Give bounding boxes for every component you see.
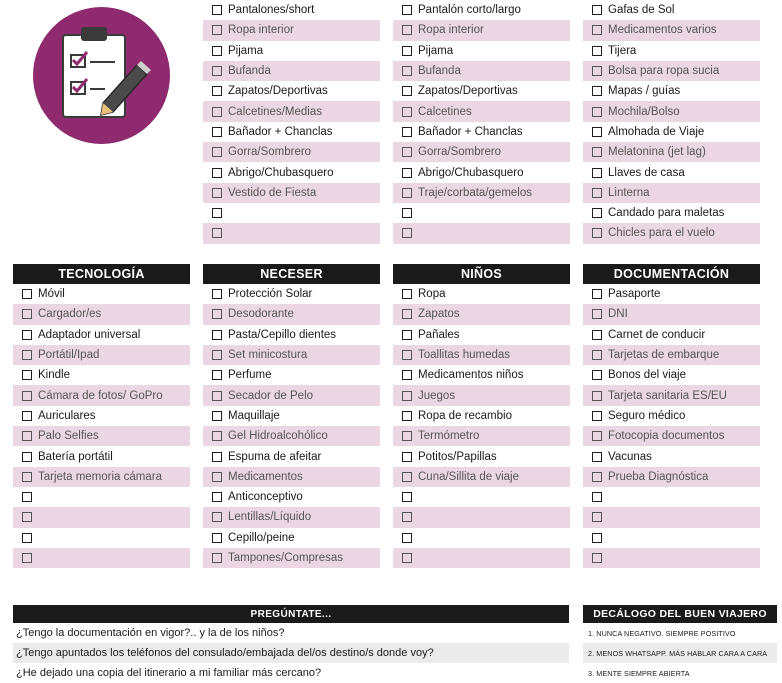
checklist-item-label: Portátil/Ipad xyxy=(38,349,100,362)
checkbox[interactable] xyxy=(22,350,32,360)
checkbox[interactable] xyxy=(402,330,412,340)
checklist-item-label: Cargador/es xyxy=(38,308,102,321)
checklist-item[interactable] xyxy=(583,223,760,243)
checkbox[interactable] xyxy=(592,431,602,441)
checklist-item-label: Candado para maletas xyxy=(608,207,725,220)
checkbox[interactable] xyxy=(592,66,602,76)
checklist-item[interactable] xyxy=(13,487,190,507)
checkbox[interactable] xyxy=(592,46,602,56)
checkbox[interactable] xyxy=(22,533,32,543)
checkbox[interactable] xyxy=(212,553,222,563)
checklist-column xyxy=(583,0,760,244)
checklist-item[interactable] xyxy=(583,507,760,527)
checkbox[interactable] xyxy=(212,289,222,299)
checklist-column xyxy=(203,264,380,568)
questions-title: PREGÚNTATE... xyxy=(13,605,569,623)
checklist-clipboard-icon xyxy=(33,7,170,144)
checklist-item-label: Vacunas xyxy=(608,450,652,463)
column-header: NIÑOS xyxy=(393,264,570,284)
checkbox[interactable] xyxy=(212,431,222,441)
decalogo-item: 3. MENTE SIEMPRE ABIERTA xyxy=(588,668,690,678)
checklist-item[interactable] xyxy=(393,142,570,162)
checklist-item-label: Pijama xyxy=(228,44,264,57)
column-header: NECESER xyxy=(203,264,380,284)
checklist-item-label: Medicamentos xyxy=(228,470,303,483)
checklist-item[interactable] xyxy=(583,203,760,223)
checklist-item-label: Zapatos xyxy=(418,308,460,321)
checklist-item-label: Bañador + Chanclas xyxy=(418,125,523,138)
checklist-item[interactable] xyxy=(13,446,190,466)
checklist-item[interactable] xyxy=(393,183,570,203)
checklist-item[interactable] xyxy=(203,162,380,182)
checkbox[interactable] xyxy=(402,208,412,218)
checkbox[interactable] xyxy=(402,86,412,96)
checklist-item[interactable] xyxy=(393,325,570,345)
checklist-item[interactable] xyxy=(393,81,570,101)
checklist-item[interactable] xyxy=(203,203,380,223)
checkbox[interactable] xyxy=(212,452,222,462)
checkbox[interactable] xyxy=(402,431,412,441)
checklist-item[interactable] xyxy=(393,385,570,405)
checklist-item[interactable] xyxy=(203,41,380,61)
checklist-item-label: Medicamentos niños xyxy=(418,369,524,382)
checklist-item[interactable] xyxy=(393,284,570,304)
checkbox[interactable] xyxy=(592,188,602,198)
checklist-item[interactable] xyxy=(203,467,380,487)
checkbox[interactable] xyxy=(402,168,412,178)
checklist-item-label: Abrigo/Chubasquero xyxy=(228,166,334,179)
checklist-item-label: Calcetines/Medias xyxy=(228,105,322,118)
checklist-item-label: Gorra/Sombrero xyxy=(418,146,502,159)
checklist-item[interactable] xyxy=(203,325,380,345)
checkbox[interactable] xyxy=(212,86,222,96)
checklist-item[interactable] xyxy=(583,528,760,548)
checkbox[interactable] xyxy=(402,127,412,137)
checklist-item[interactable] xyxy=(393,365,570,385)
checkbox[interactable] xyxy=(592,350,602,360)
checklist-item[interactable] xyxy=(13,406,190,426)
checklist-item[interactable] xyxy=(203,20,380,40)
checklist-item-label: Lentillas/Líquido xyxy=(228,511,312,524)
checkbox[interactable] xyxy=(592,512,602,522)
checkbox[interactable] xyxy=(22,289,32,299)
checkbox[interactable] xyxy=(402,512,412,522)
checkbox[interactable] xyxy=(592,411,602,421)
checklist-item-label: Mapas / guías xyxy=(608,85,681,98)
checklist-item[interactable] xyxy=(13,467,190,487)
checklist-item[interactable] xyxy=(203,223,380,243)
checklist-item[interactable] xyxy=(203,548,380,568)
checkbox[interactable] xyxy=(212,370,222,380)
checklist-item[interactable] xyxy=(583,183,760,203)
checkbox[interactable] xyxy=(402,492,412,502)
checkbox[interactable] xyxy=(592,25,602,35)
checklist-item-label: Anticonceptivo xyxy=(228,491,303,504)
checklist-item-label: Bañador + Chanclas xyxy=(228,125,333,138)
checklist-item-label: Tijera xyxy=(608,44,637,57)
checklist-item[interactable] xyxy=(13,284,190,304)
checklist-item-label: Juegos xyxy=(418,389,456,402)
checklist-item[interactable] xyxy=(203,61,380,81)
checklist-item-label: Medicamentos varios xyxy=(608,24,717,37)
question-item: ¿Tengo apuntados los teléfonos del consulado/embajada del/os destino/s donde voy? xyxy=(13,643,569,663)
checklist-item-label: Zapatos/Deportivas xyxy=(418,85,518,98)
checklist-item[interactable] xyxy=(393,426,570,446)
checklist-item[interactable] xyxy=(13,385,190,405)
checklist-item[interactable] xyxy=(13,365,190,385)
checklist-item-label: Perfume xyxy=(228,369,272,382)
checklist-item-label: Linterna xyxy=(608,186,650,199)
checkbox[interactable] xyxy=(402,391,412,401)
checklist-item[interactable] xyxy=(393,406,570,426)
checklist-item[interactable] xyxy=(13,345,190,365)
checklist-item[interactable] xyxy=(393,304,570,324)
checklist-item[interactable] xyxy=(203,345,380,365)
checkbox[interactable] xyxy=(22,472,32,482)
checklist-item[interactable] xyxy=(583,426,760,446)
checklist-item-label: Adaptador universal xyxy=(38,328,141,341)
checkbox[interactable] xyxy=(592,391,602,401)
checkbox[interactable] xyxy=(212,208,222,218)
checklist-item[interactable] xyxy=(583,284,760,304)
checklist-item-label: Pantalón corto/largo xyxy=(418,4,521,17)
checklist-item-label: DNI xyxy=(608,308,628,321)
checklist-item[interactable] xyxy=(393,223,570,243)
checklist-item-label: Gafas de Sol xyxy=(608,4,675,17)
checklist-item[interactable] xyxy=(583,142,760,162)
checklist-item-label: Pantalones/short xyxy=(228,4,315,17)
checklist-item-label: Calcetines xyxy=(418,105,472,118)
checklist-item-label: Seguro médico xyxy=(608,409,686,422)
checklist-item-label: Pijama xyxy=(418,44,454,57)
checklist-item-label: Tampones/Compresas xyxy=(228,552,344,564)
checkbox[interactable] xyxy=(592,127,602,137)
checklist-item-label: Ropa de recambio xyxy=(418,409,512,422)
checkbox[interactable] xyxy=(592,472,602,482)
checklist-item-label: Kindle xyxy=(38,369,70,382)
checklist-item-label: Pasta/Cepillo dientes xyxy=(228,328,337,341)
checklist-item-label: Pasaporte xyxy=(608,288,661,301)
checkbox[interactable] xyxy=(402,452,412,462)
checklist-item[interactable] xyxy=(393,41,570,61)
checkbox[interactable] xyxy=(212,512,222,522)
checklist-item[interactable] xyxy=(583,122,760,142)
checkbox[interactable] xyxy=(402,533,412,543)
checklist-item[interactable] xyxy=(393,446,570,466)
checklist-item[interactable] xyxy=(203,365,380,385)
checkbox[interactable] xyxy=(402,553,412,563)
checkbox[interactable] xyxy=(402,188,412,198)
checklist-item[interactable] xyxy=(203,507,380,527)
question-item: ¿Tengo la documentación en vigor?.. y la de los niños? xyxy=(16,627,285,639)
checklist-item[interactable] xyxy=(583,467,760,487)
column-header: DOCUMENTACIÓN xyxy=(583,264,760,284)
checkbox[interactable] xyxy=(402,309,412,319)
checkbox[interactable] xyxy=(22,411,32,421)
checklist-item-label: Cuna/Sillita de viaje xyxy=(418,470,520,483)
checkbox[interactable] xyxy=(22,512,32,522)
checklist-item[interactable] xyxy=(203,528,380,548)
decalogo-item: 2. MENOS WHATSAPP. MÁS HABLAR CARA A CARA xyxy=(583,643,777,663)
checkbox[interactable] xyxy=(592,492,602,502)
checkbox[interactable] xyxy=(402,107,412,117)
checklist-item[interactable] xyxy=(203,81,380,101)
decalogo-item: 1. NUNCA NEGATIVO. SIEMPRE POSITIVO xyxy=(588,628,736,638)
checklist-item-label: Bonos del viaje xyxy=(608,369,686,382)
checklist-item[interactable] xyxy=(583,406,760,426)
checklist-item[interactable] xyxy=(583,304,760,324)
checkbox[interactable] xyxy=(212,492,222,502)
checklist-item[interactable] xyxy=(393,203,570,223)
checklist-column xyxy=(393,0,570,244)
checkbox[interactable] xyxy=(592,330,602,340)
checkbox[interactable] xyxy=(592,370,602,380)
checkbox[interactable] xyxy=(592,228,602,238)
checklist-item-label: Gel Hidroalcohólico xyxy=(228,430,328,443)
checkbox[interactable] xyxy=(212,5,222,15)
checklist-item[interactable] xyxy=(583,548,760,568)
checklist-item-label: Bufanda xyxy=(418,65,461,78)
checklist-item[interactable] xyxy=(13,507,190,527)
checkbox[interactable] xyxy=(212,330,222,340)
checklist-item-label: Vestido de Fiesta xyxy=(228,186,317,199)
checkbox[interactable] xyxy=(402,147,412,157)
checklist-item-label: Potitos/Papillas xyxy=(418,450,497,463)
checkbox[interactable] xyxy=(592,208,602,218)
checkbox[interactable] xyxy=(402,66,412,76)
checklist-item[interactable] xyxy=(583,0,760,20)
checkbox[interactable] xyxy=(592,309,602,319)
checklist-item-label: Tarjeta sanitaria ES/EU xyxy=(608,389,727,402)
checkbox[interactable] xyxy=(592,452,602,462)
checkbox[interactable] xyxy=(212,391,222,401)
checklist-item[interactable] xyxy=(583,487,760,507)
checklist-item[interactable] xyxy=(203,304,380,324)
checklist-item[interactable] xyxy=(13,304,190,324)
checkbox[interactable] xyxy=(212,46,222,56)
checklist-item-label: Chicles para el vuelo xyxy=(608,227,715,240)
checklist-item[interactable] xyxy=(583,20,760,40)
checklist-item[interactable] xyxy=(583,61,760,81)
checklist-item[interactable] xyxy=(393,20,570,40)
checklist-item-label: Desodorante xyxy=(228,308,294,321)
checklist-item[interactable] xyxy=(583,385,760,405)
checklist-item[interactable] xyxy=(203,122,380,142)
checklist-item[interactable] xyxy=(13,325,190,345)
checklist-item[interactable] xyxy=(583,365,760,385)
checklist-item[interactable] xyxy=(583,81,760,101)
checklist-item[interactable] xyxy=(393,122,570,142)
checklist-item[interactable] xyxy=(583,345,760,365)
checkbox[interactable] xyxy=(22,492,32,502)
checklist-item-label: Tarjetas de embarque xyxy=(608,349,720,362)
checkbox[interactable] xyxy=(402,46,412,56)
checklist-item-label: Set minicostura xyxy=(228,349,308,362)
checklist-item[interactable] xyxy=(203,406,380,426)
checkbox[interactable] xyxy=(592,289,602,299)
checkbox[interactable] xyxy=(212,472,222,482)
checklist-column xyxy=(13,264,190,568)
decalogo-title: DECÁLOGO DEL BUEN VIAJERO xyxy=(583,605,777,623)
checklist-item[interactable] xyxy=(583,325,760,345)
checklist-item-label: Mochila/Bolso xyxy=(608,105,680,118)
checklist-item-label: Espuma de afeitar xyxy=(228,450,322,463)
checklist-column xyxy=(583,264,760,568)
checkbox[interactable] xyxy=(212,309,222,319)
checklist-item-label: Cepillo/peine xyxy=(228,531,295,544)
checklist-item-label: Palo Selfies xyxy=(38,430,99,443)
checklist-item[interactable] xyxy=(583,41,760,61)
checklist-item-label: Auriculares xyxy=(38,409,96,422)
checklist-item[interactable] xyxy=(203,284,380,304)
checklist-item-label: Bufanda xyxy=(228,65,271,78)
checkbox[interactable] xyxy=(22,309,32,319)
checklist-item-label: Llaves de casa xyxy=(608,166,685,179)
checkbox[interactable] xyxy=(212,107,222,117)
checkbox[interactable] xyxy=(212,127,222,137)
checklist-item-label: Cámara de fotos/ GoPro xyxy=(38,389,163,402)
checkbox[interactable] xyxy=(592,533,602,543)
checkbox[interactable] xyxy=(592,168,602,178)
checkbox[interactable] xyxy=(212,533,222,543)
checkbox[interactable] xyxy=(402,411,412,421)
checkbox[interactable] xyxy=(22,431,32,441)
checklist-item[interactable] xyxy=(203,487,380,507)
checkbox[interactable] xyxy=(402,5,412,15)
checkbox[interactable] xyxy=(402,228,412,238)
checklist-item-label: Traje/corbata/gemelos xyxy=(418,186,532,199)
checklist-item[interactable] xyxy=(13,548,190,568)
checkbox[interactable] xyxy=(212,228,222,238)
checkbox[interactable] xyxy=(592,553,602,563)
checklist-item[interactable] xyxy=(203,426,380,446)
checklist-logo xyxy=(33,7,170,144)
checklist-item[interactable] xyxy=(203,0,380,20)
checklist-item[interactable] xyxy=(203,446,380,466)
checkbox[interactable] xyxy=(22,391,32,401)
checklist-item[interactable] xyxy=(583,446,760,466)
checklist-item-label: Bolsa para ropa sucia xyxy=(608,65,720,78)
checklist-item-label: Tarjeta memoria cámara xyxy=(38,470,162,483)
checklist-item-label: Melatonina (jet lag) xyxy=(608,146,706,159)
checklist-item[interactable] xyxy=(583,162,760,182)
checklist-column xyxy=(393,264,570,568)
checklist-item-label: Batería portátil xyxy=(38,450,113,463)
checklist-item-label: Abrigo/Chubasquero xyxy=(418,166,524,179)
checkbox[interactable] xyxy=(212,66,222,76)
checklist-item-label: Fotocopia documentos xyxy=(608,430,725,443)
checklist-item-label: Gorra/Sombrero xyxy=(228,146,312,159)
checkbox[interactable] xyxy=(212,350,222,360)
checkbox[interactable] xyxy=(592,107,602,117)
checklist-item-label: Toallitas humedas xyxy=(418,349,511,362)
checklist-item[interactable] xyxy=(203,385,380,405)
checkbox[interactable] xyxy=(402,472,412,482)
checklist-item[interactable] xyxy=(393,487,570,507)
checkbox[interactable] xyxy=(22,370,32,380)
checklist-item-label: Almohada de Viaje xyxy=(608,125,705,138)
checkbox[interactable] xyxy=(592,86,602,96)
checkbox[interactable] xyxy=(212,147,222,157)
checklist-item[interactable] xyxy=(203,183,380,203)
checklist-item[interactable] xyxy=(203,101,380,121)
checklist-item[interactable] xyxy=(393,548,570,568)
checklist-item-label: Protección Solar xyxy=(228,288,313,301)
checkbox[interactable] xyxy=(22,553,32,563)
checklist-item-label: Ropa interior xyxy=(418,24,484,37)
checkbox[interactable] xyxy=(212,411,222,421)
checklist-item[interactable] xyxy=(393,162,570,182)
checkbox[interactable] xyxy=(212,188,222,198)
question-item: ¿He dejado una copia del itinerario a mi familiar más cercano? xyxy=(16,667,322,679)
checkbox[interactable] xyxy=(402,289,412,299)
checklist-column xyxy=(203,0,380,244)
checklist-item[interactable] xyxy=(393,345,570,365)
checkbox[interactable] xyxy=(402,25,412,35)
checklist-item[interactable] xyxy=(393,528,570,548)
checklist-item-label: Zapatos/Deportivas xyxy=(228,85,328,98)
checkbox[interactable] xyxy=(402,370,412,380)
checklist-item-label: Termómetro xyxy=(418,430,480,443)
checklist-item[interactable] xyxy=(393,0,570,20)
checklist-item-label: Secador de Pelo xyxy=(228,389,314,402)
column-header: TECNOLOGÍA xyxy=(13,264,190,284)
checklist-item[interactable] xyxy=(203,142,380,162)
checkbox[interactable] xyxy=(212,168,222,178)
checklist-item[interactable] xyxy=(583,101,760,121)
checkbox[interactable] xyxy=(402,350,412,360)
checklist-item-label: Ropa interior xyxy=(228,24,294,37)
checkbox[interactable] xyxy=(212,25,222,35)
checklist-item[interactable] xyxy=(393,61,570,81)
checkbox[interactable] xyxy=(22,330,32,340)
checkbox[interactable] xyxy=(592,5,602,15)
checklist-item-label: Móvil xyxy=(38,288,65,301)
checklist-item-label: Ropa xyxy=(418,288,446,301)
checklist-item-label: Prueba Diagnóstica xyxy=(608,470,709,483)
checklist-item[interactable] xyxy=(393,467,570,487)
checkbox[interactable] xyxy=(592,147,602,157)
checkbox[interactable] xyxy=(22,452,32,462)
checklist-item[interactable] xyxy=(393,507,570,527)
checklist-item-label: Maquillaje xyxy=(228,409,280,422)
checklist-item[interactable] xyxy=(13,528,190,548)
checklist-item-label: Pañales xyxy=(418,328,460,341)
checklist-item[interactable] xyxy=(393,101,570,121)
checklist-item-label: Carnet de conducir xyxy=(608,328,706,341)
checklist-item[interactable] xyxy=(13,426,190,446)
